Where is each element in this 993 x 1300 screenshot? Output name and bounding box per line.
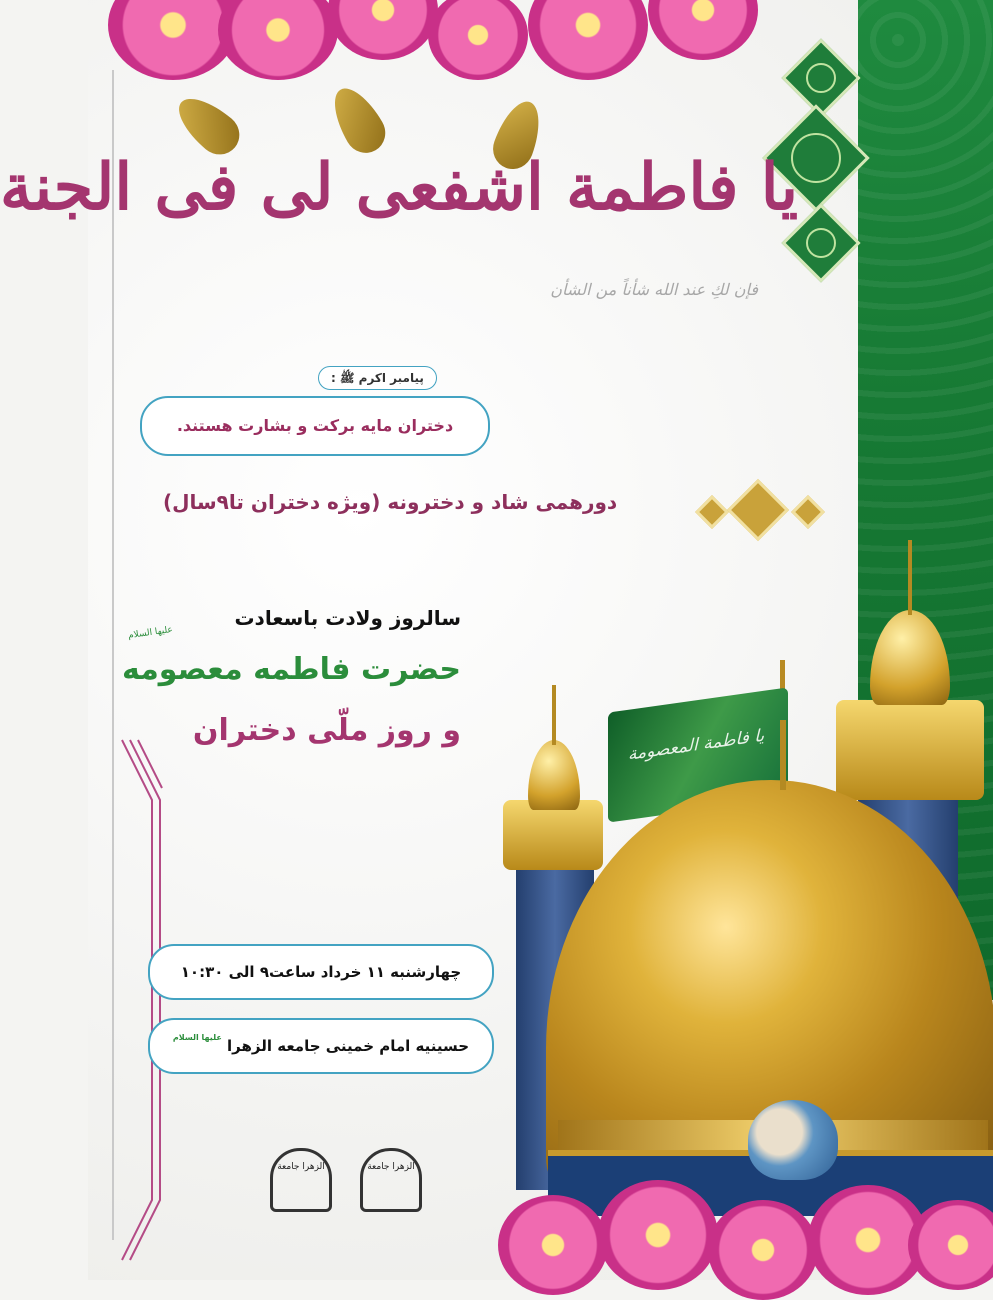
bird-illustration [748, 1100, 838, 1180]
calligraphy-sub: فإن لكِ عند الله شأناً من الشأن [550, 280, 758, 299]
medallion-ornament [781, 38, 860, 117]
gold-ornament [695, 495, 729, 529]
diagonal-stripes [122, 740, 162, 1260]
prophet-tag: پیامبر اکرم ﷺ : [318, 366, 437, 390]
event-title: دورهمی شاد و دخترونه (ویژه دختران تا۹سال) [163, 490, 618, 514]
pink-flower [708, 1200, 818, 1300]
pink-flower [598, 1180, 718, 1290]
left-minaret-balcony [503, 800, 603, 870]
organizer-logo: الزهرا جامعة [360, 1148, 422, 1212]
pink-flower [218, 0, 338, 80]
pink-flower [528, 0, 648, 80]
pink-flower [908, 1200, 993, 1290]
birthday-line: سالروز ولادت باسعادت [234, 606, 461, 630]
pink-flower [648, 0, 758, 60]
left-minaret-cupola [528, 740, 580, 810]
girls-day-line: و روز ملّی دختران [192, 713, 461, 748]
location-text: حسینیه امام خمینی جامعه الزهرا [227, 1037, 470, 1055]
pink-flower [498, 1195, 608, 1295]
right-minaret-balcony [836, 700, 984, 800]
gold-ornament [791, 495, 825, 529]
quote-box: دختران مایه برکت و بشارت هستند. [140, 396, 490, 456]
dome-finial [780, 720, 786, 790]
leaf-ornament [323, 80, 393, 161]
right-minaret-finial [908, 540, 912, 615]
left-border-line [112, 70, 114, 1240]
left-minaret-finial [552, 685, 556, 745]
date-time-pill: چهارشنبه ۱۱ خرداد ساعت۹ الی ۱۰:۳۰ [148, 944, 494, 1000]
calligraphy-block [0, 140, 798, 350]
saint-name: حضرت فاطمه معصومه [122, 652, 461, 687]
gold-ornament [727, 479, 789, 541]
pink-flower [328, 0, 438, 60]
pink-flower [428, 0, 528, 80]
location-pill [148, 1018, 494, 1074]
location-honorific: علیها السلام [172, 1033, 222, 1042]
honorific-note: علیها السلام [127, 624, 174, 642]
calligraphy-main: یا فاطمة اشفعی لی فی الجنة [0, 150, 798, 225]
flag-text: یا فاطمة المعصومة [628, 725, 765, 765]
organizer-logo: الزهرا جامعة [270, 1148, 332, 1212]
